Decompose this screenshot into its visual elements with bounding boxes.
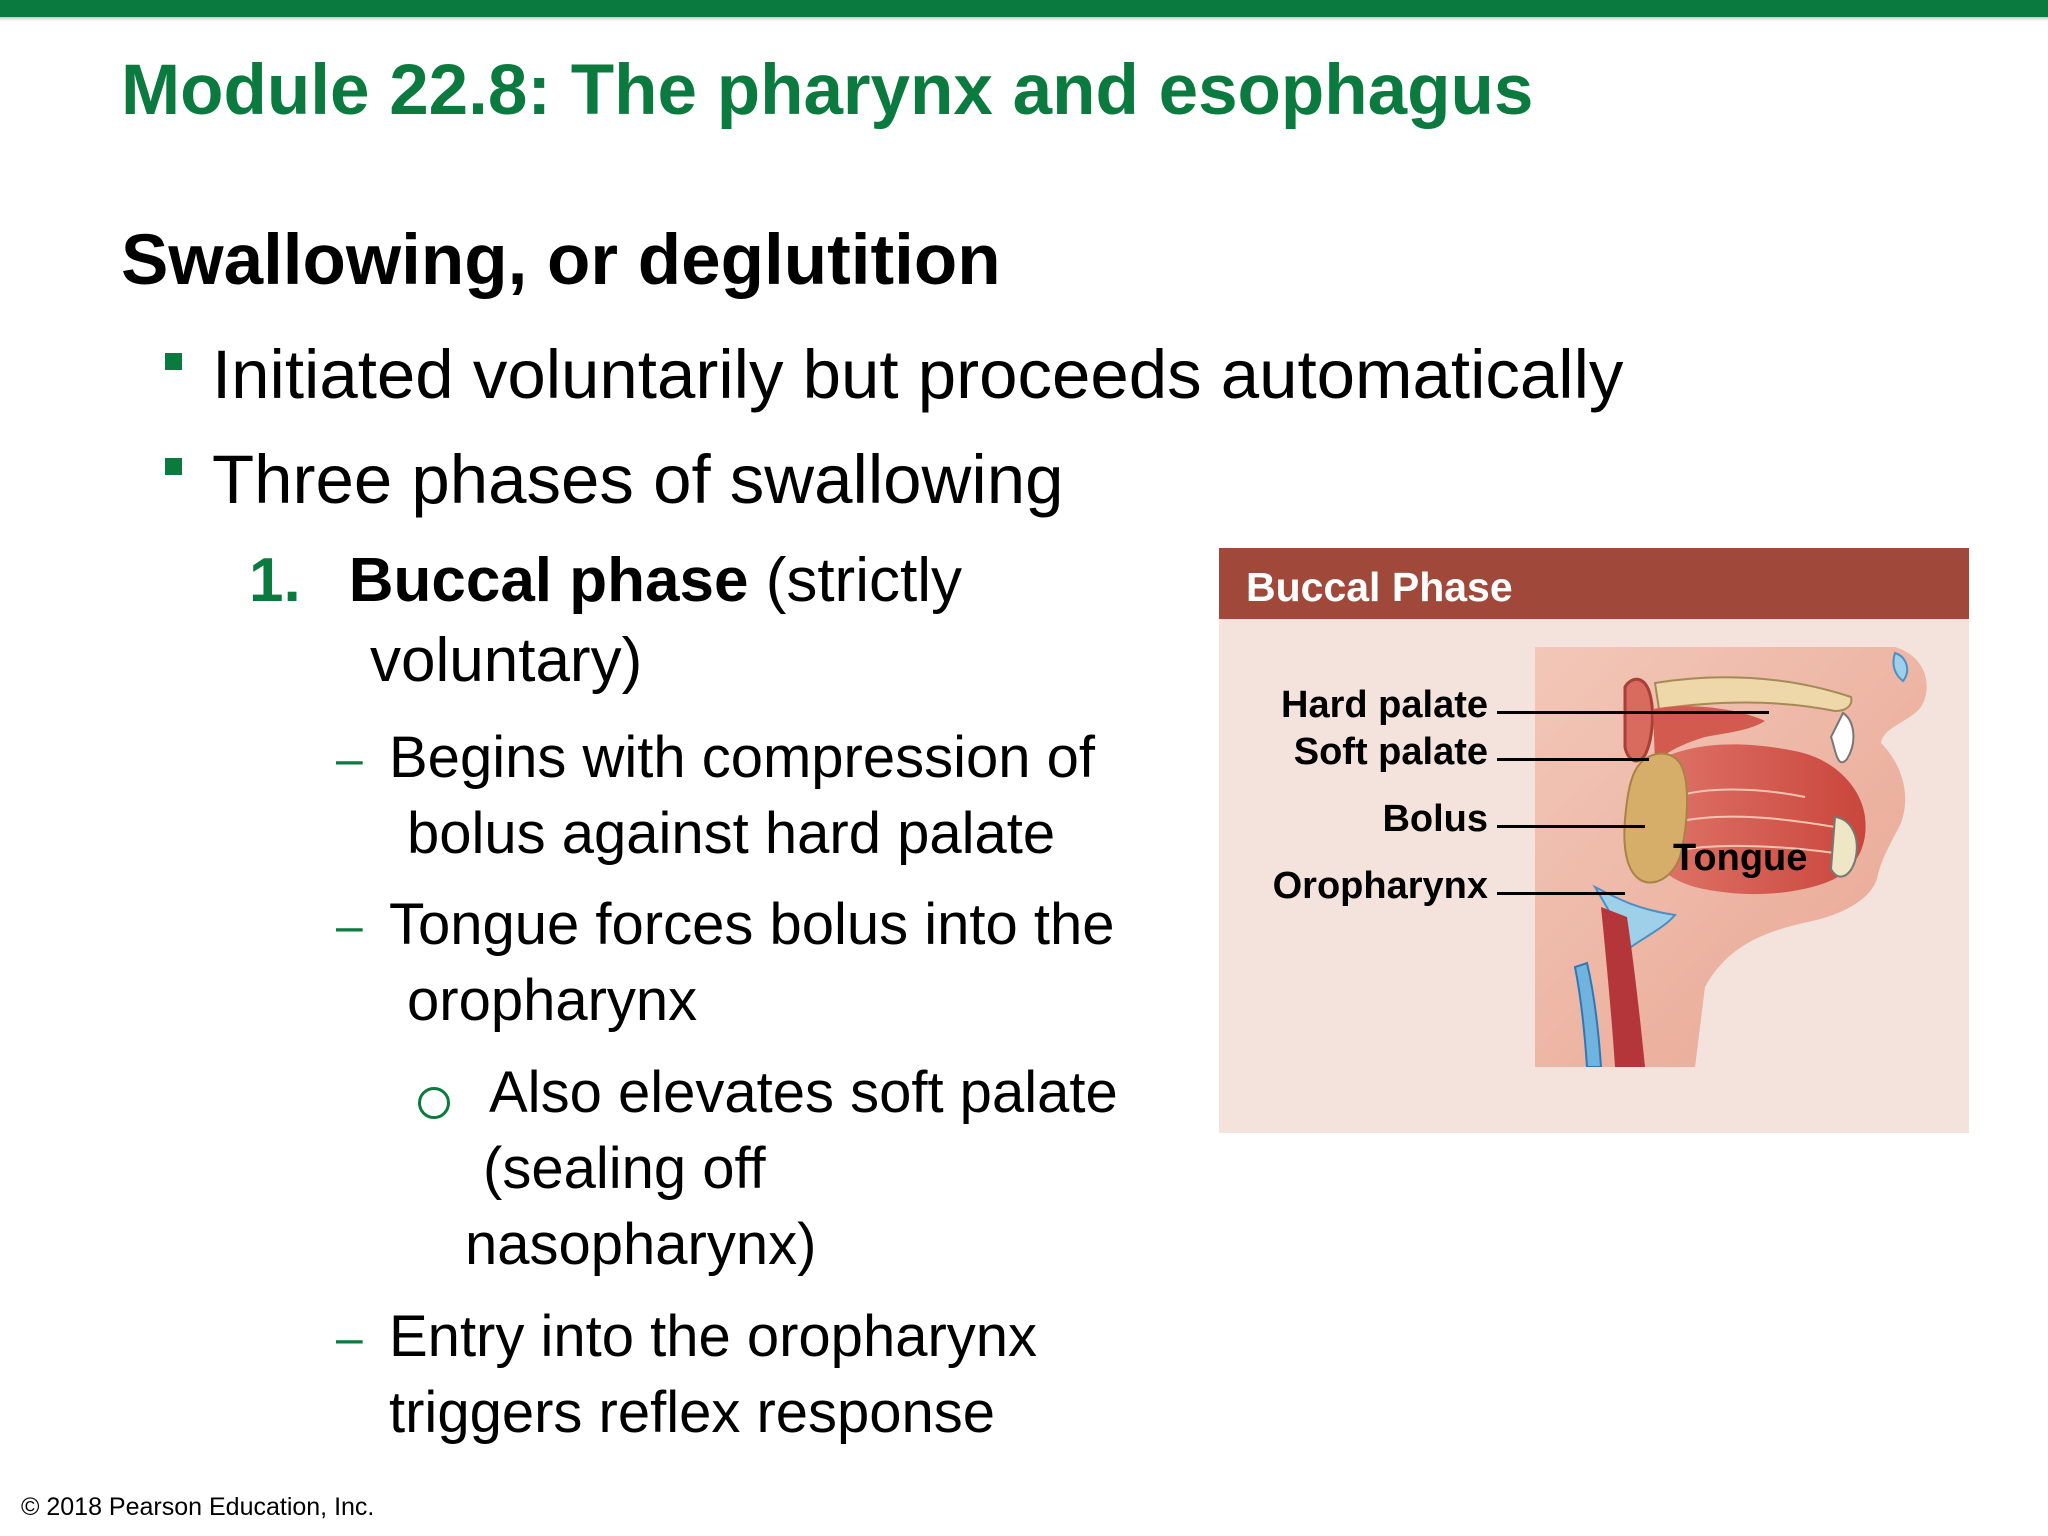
label-tongue: Tongue — [1673, 837, 1808, 879]
circle-bullet-icon — [418, 1087, 450, 1119]
square-bullet-icon — [165, 353, 182, 370]
sub-point-line: oropharynx — [407, 968, 698, 1033]
figure-header — [1219, 548, 1969, 619]
dash-icon: – — [336, 900, 363, 953]
label-soft-palate: Soft palate — [1293, 731, 1488, 773]
leader-line — [1497, 825, 1645, 828]
sub-sub-point-line: Also elevates soft palate — [489, 1060, 1118, 1125]
sub-sub-point-line: nasopharynx) — [465, 1212, 817, 1277]
label-bolus: Bolus — [1382, 798, 1488, 840]
top-accent-bar — [0, 0, 2048, 17]
label-hard-palate: Hard palate — [1281, 684, 1488, 726]
phase-heading-line1 — [249, 545, 962, 616]
square-bullet-icon — [165, 458, 182, 475]
leader-line — [1497, 758, 1649, 761]
leader-line — [1497, 711, 1769, 714]
sub-point-line: Begins with compression of — [389, 725, 1095, 790]
slide-title: Module 22.8: The pharynx and esophagus — [121, 51, 1534, 130]
sub-point-line: bolus against hard palate — [407, 801, 1056, 866]
dash-icon: – — [336, 1312, 363, 1365]
figure-title: Buccal Phase — [1246, 564, 1513, 610]
phase-qualifier-line2: voluntary) — [370, 626, 643, 695]
dash-icon: – — [336, 733, 363, 786]
sub-point-line: Tongue forces bolus into the — [389, 892, 1115, 957]
bullet-text: Initiated voluntarily but proceeds automatically — [212, 336, 1624, 413]
bullet-text: Three phases of swallowing — [212, 441, 1064, 518]
phase-name: Buccal phase — [348, 546, 749, 615]
sub-point-line: triggers reflex response — [389, 1380, 996, 1445]
sub-point-line: Entry into the oropharynx — [389, 1304, 1038, 1369]
top-bar-shadow — [0, 17, 2048, 21]
phase-number: 1. — [249, 546, 301, 615]
buccal-phase-figure — [1219, 548, 1969, 1133]
leader-line — [1497, 892, 1625, 895]
label-oropharynx: Oropharynx — [1272, 865, 1488, 907]
phase-qualifier: (strictly — [765, 546, 962, 615]
sub-sub-point-line: (sealing off — [483, 1136, 766, 1201]
copyright-footer: © 2018 Pearson Education, Inc. — [21, 1493, 375, 1521]
slide-heading: Swallowing, or deglutition — [121, 221, 1001, 300]
